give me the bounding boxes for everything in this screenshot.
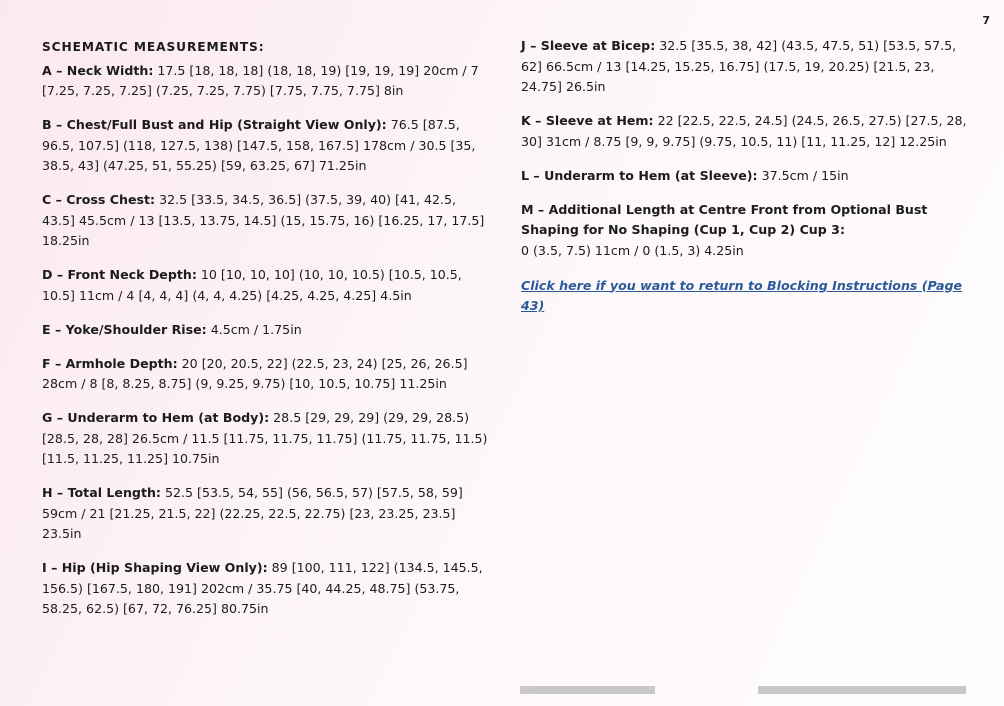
measurement-label: L – Underarm to Hem (at Sleeve):: [521, 167, 758, 183]
measurement-value: 76.5 [87.5, 96.5, 107.5] (118, 127.5, 138) [147.5, 158, 167.5] 178cm / 30.5 [35, 38.5, 43] (47.25, 51, 55.25) [59, 63.25, 67] 71.25in: [42, 117, 476, 173]
measurement-value: 4.5cm / 1.75in: [210, 321, 302, 337]
measurement-m: [521, 200, 971, 262]
measurement-h: [42, 483, 490, 545]
left-column: [42, 36, 490, 633]
measurement-f: [42, 354, 490, 395]
measurement-label: M – Additional Length at Centre Front from Optional Bust Shaping for No Shaping (Cup 1, Cup 2) Cup 3:: [521, 201, 928, 237]
measurement-label: K – Sleeve at Hem:: [521, 113, 654, 128]
measurement-label: F – Armhole Depth:: [42, 355, 178, 371]
return-to-blocking-link[interactable]: Click here if you want to return to Blocking Instructions (Page 43): [521, 277, 963, 313]
measurement-value: 28.5 [29, 29, 29] (29, 29, 28.5) [28.5, 28, 28] 26.5cm / 11.5 [11.75, 11.75, 11.75] (11.75, 11.75, 11.5) [11.5, 11.25, 11.25] 10.75in: [42, 410, 488, 466]
measurement-value: 10 [10, 10, 10] (10, 10, 10.5) [10.5, 10.5, 10.5] 11cm / 4 [4, 4, 4] (4, 4, 4.25) [4.25, 4.25, 4.25] 4.5in: [42, 267, 462, 303]
measurement-k: [521, 111, 971, 152]
measurement-value: 89 [100, 111, 122] (134.5, 145.5, 156.5) [167.5, 180, 191] 202cm / 35.75 [40, 44.25, 48.75] (53.75, 58.25, 62.5) [67, 72, 76.25] 80.75in: [42, 560, 483, 616]
right-column: [521, 36, 971, 317]
measurement-l: [521, 166, 971, 187]
measurement-label: C – Cross Chest:: [42, 192, 156, 207]
measurement-label: G – Underarm to Hem (at Body):: [42, 410, 270, 425]
measurement-value: 17.5 [18, 18, 18] (18, 18, 19) [19, 19, 19] 20cm / 7 [7.25, 7.25, 7.25] (7.25, 7.25, 7.75) [7.75, 7.75, 7.75] 8in: [42, 62, 479, 98]
measurement-value: 32.5 [35.5, 38, 42] (43.5, 47.5, 51) [53.5, 57.5, 62] 66.5cm / 13 [14.25, 15.25, 16.75] (17.5, 19, 20.25) [21.5, 23, 24.75] 26.5in: [521, 38, 957, 94]
page-number: 7: [982, 14, 990, 27]
measurement-e: [42, 320, 490, 341]
measurement-label: B – Chest/Full Bust and Hip (Straight View Only):: [42, 117, 387, 132]
measurement-value: 0 (3.5, 7.5) 11cm / 0 (1.5, 3) 4.25in: [521, 242, 744, 258]
measurement-label: E – Yoke/Shoulder Rise:: [42, 321, 207, 337]
measurement-d: [42, 265, 490, 306]
measurement-c: [42, 190, 490, 252]
measurement-value: 32.5 [33.5, 34.5, 36.5] (37.5, 39, 40) [41, 42.5, 43.5] 45.5cm / 13 [13.5, 13.75, 14.5] (15, 15.75, 16) [16.25, 17, 17.5] 18.25in: [42, 192, 485, 248]
measurement-label: D – Front Neck Depth:: [42, 267, 197, 282]
measurement-label: J – Sleeve at Bicep:: [521, 38, 656, 53]
schematic-measurements-heading: SCHEMATIC MEASUREMENTS:: [42, 40, 265, 54]
measurement-label: A – Neck Width:: [42, 62, 154, 78]
measurement-j: [521, 36, 971, 98]
scrollbar-right[interactable]: [758, 686, 966, 694]
measurement-a: [42, 61, 490, 102]
measurement-value: 52.5 [53.5, 54, 55] (56, 56.5, 57) [57.5, 58, 59] 59cm / 21 [21.25, 21.5, 22] (22.25, 22.5, 22.75) [23, 23.25, 23.5] 23.5in: [42, 485, 463, 541]
measurement-label: I – Hip (Hip Shaping View Only):: [42, 560, 268, 575]
scrollbar-left[interactable]: [520, 686, 655, 694]
measurement-value: 22 [22.5, 22.5, 24.5] (24.5, 26.5, 27.5) [27.5, 28, 30] 31cm / 8.75 [9, 9, 9.75] (9.75, 10.5, 11) [11, 11.25, 12] 12.25in: [521, 113, 967, 149]
measurement-label: H – Total Length:: [42, 485, 161, 500]
measurement-b: [42, 115, 490, 177]
measurement-i: [42, 558, 490, 620]
measurement-value: 37.5cm / 15in: [761, 167, 849, 183]
measurement-value: 20 [20, 20.5, 22] (22.5, 23, 24) [25, 26, 26.5] 28cm / 8 [8, 8.25, 8.75] (9, 9.25, 9.75) [10, 10.5, 10.75] 11.25in: [42, 355, 468, 391]
measurement-g: [42, 408, 490, 470]
